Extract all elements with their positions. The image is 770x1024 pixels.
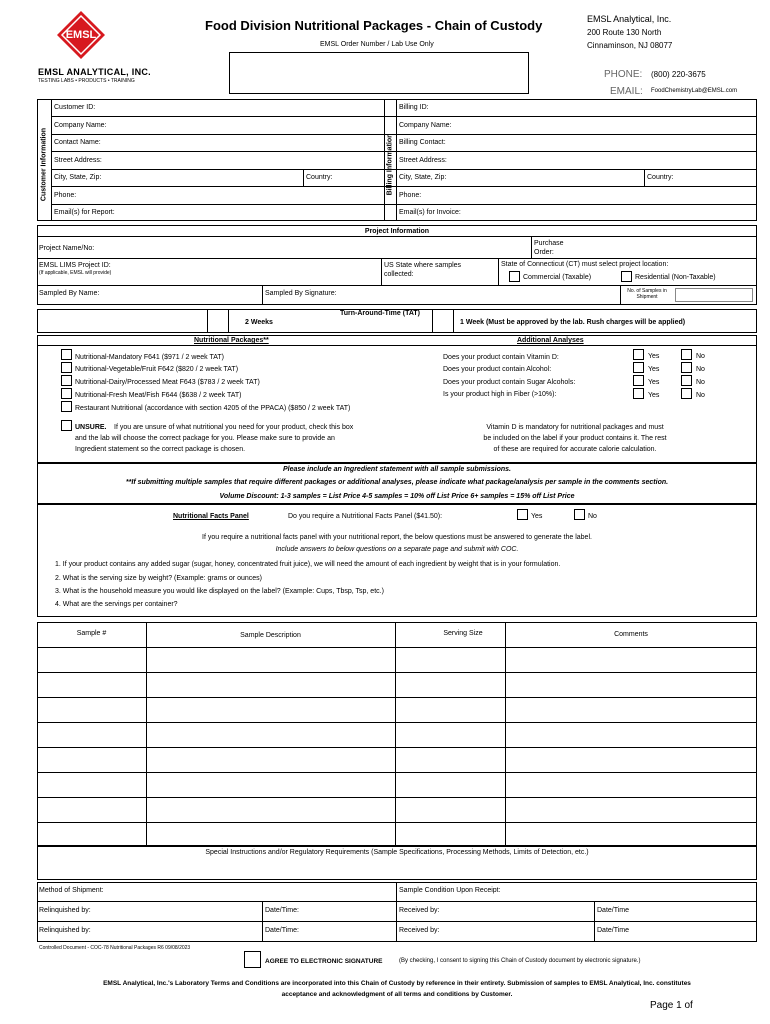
yes-label: Yes <box>648 392 660 399</box>
relinquished-datetime-2[interactable]: Date/Time: <box>265 927 299 934</box>
lab-address-1: 200 Route 130 North <box>587 28 662 37</box>
email-address: FoodChemistryLab@EMSL.com <box>651 88 738 94</box>
customer-contact-field[interactable]: Contact Name: <box>54 139 101 146</box>
customer-city-field[interactable]: City, State, Zip: <box>54 174 102 181</box>
received-datetime-2[interactable]: Date/Time <box>597 927 630 934</box>
residential-label: Residential (Non-Taxable) <box>635 274 716 281</box>
package-option-5: Restaurant Nutritional (accordance with section 4205 of the PPACA) ($850 / 2 week TAT) <box>75 405 351 412</box>
special-instructions-label: Special Instructions and/or Regulatory Requirements (Sample Specifications, Processing Methods, Limits of Detection, etc.) <box>205 849 589 856</box>
customer-email-field[interactable]: Email(s) for Report: <box>54 209 115 216</box>
facts-panel-intro-1: If you require a nutritional facts panel with your nutritional report, the below questions must be answered to generate the label. <box>202 534 592 541</box>
order-number-label: EMSL Order Number / Lab Use Only <box>320 41 434 48</box>
controlled-document-note: Controlled Document - COC-78 Nutritional Packages R6 09/08/2023 <box>39 945 191 951</box>
unsure-checkbox[interactable] <box>61 420 72 431</box>
no-label: No <box>696 379 705 386</box>
multiple-samples-notice: **If submitting multiple samples that require different packages or additional analyses, please indicate what package/analysis per sample in the comments section. <box>125 479 669 486</box>
phone-number: (800) 220-3675 <box>651 70 706 79</box>
customer-street-field[interactable]: Street Address: <box>54 157 102 164</box>
vitamin-d-no-checkbox[interactable] <box>681 349 692 360</box>
custody-section <box>37 882 757 942</box>
column-header-comments: Comments <box>614 631 648 638</box>
emsl-logo <box>56 10 106 60</box>
column-header-description: Sample Description <box>240 632 301 639</box>
unsure-label: UNSURE. <box>75 424 107 431</box>
facts-question-3: 3. What is the household measure you would like displayed on the label? (Example: Cups, Tbsp, Tsp, etc.) <box>55 588 384 595</box>
us-state-field[interactable]: US State where samples collected: <box>384 262 462 278</box>
tat-2week-box[interactable] <box>207 309 229 333</box>
tat-1week-label: 1 Week (Must be approved by the lab. Rush charges will be applied) <box>460 319 686 326</box>
fiber-no-checkbox[interactable] <box>681 388 692 399</box>
yes-label: Yes <box>648 353 660 360</box>
alcohol-no-checkbox[interactable] <box>681 362 692 373</box>
customer-billing-section <box>37 99 757 221</box>
sampled-by-signature-field[interactable]: Sampled By Signature: <box>265 290 337 297</box>
method-of-shipment-field[interactable]: Method of Shipment: <box>39 887 104 894</box>
unsure-line-1: If you are unsure of what nutritional you need for your product, check this box <box>114 424 354 431</box>
form-title: Food Division Nutritional Packages - Chain of Custody <box>205 18 543 33</box>
unsure-line-3: Ingredient statement so the correct package is chosen. <box>75 446 246 453</box>
customer-phone-field[interactable]: Phone: <box>54 192 77 199</box>
billing-city-field[interactable]: City, State, Zip: <box>399 174 447 181</box>
phone-label: PHONE: <box>604 69 643 80</box>
project-heading: Project Information <box>364 228 430 235</box>
sugar-alcohols-no-checkbox[interactable] <box>681 375 692 386</box>
additional-question-1: Does your product contain Vitamin D: <box>443 354 559 361</box>
electronic-signature-note: (By checking, I consent to signing this Chain of Custody document by electronic signature.) <box>399 958 641 964</box>
lab-address-2: Cinnaminson, NJ 08077 <box>587 41 673 50</box>
facts-panel-label: Nutritional Facts Panel <box>173 513 249 520</box>
package-checkbox-4[interactable] <box>61 388 72 399</box>
package-option-1: Nutritional-Mandatory F641 ($971 / 2 week TAT) <box>75 354 225 361</box>
commercial-checkbox[interactable] <box>509 271 520 282</box>
additional-question-2: Does your product contain Alcohol: <box>443 366 552 373</box>
billing-email-field[interactable]: Email(s) for Invoice: <box>399 209 461 216</box>
commercial-label: Commercial (Taxable) <box>523 274 592 281</box>
billing-phone-field[interactable]: Phone: <box>399 192 422 199</box>
no-label: No <box>696 366 705 373</box>
electronic-signature-label: AGREE TO ELECTRONIC SIGNATURE <box>265 958 383 965</box>
vitamin-note-line-1: Vitamin D is mandatory for nutritional packages and must <box>486 424 664 431</box>
no-samples-label: No. of Samples in Shipment <box>627 288 667 300</box>
facts-panel-no-label: No <box>588 513 597 520</box>
logo-tagline: TESTING LABS • PRODUCTS • TRAINING <box>38 78 135 84</box>
package-option-3: Nutritional-Dairy/Processed Meat F643 ($783 / 2 week TAT) <box>75 379 260 386</box>
tat-1week-box[interactable] <box>432 309 454 333</box>
package-option-2: Nutritional-Vegetable/Fruit F642 ($820 / 2 week TAT) <box>75 366 239 373</box>
column-header-sample-number: Sample # <box>76 630 107 637</box>
vitamin-note-line-3: of these are required for accurate calorie calculation. <box>493 446 657 453</box>
column-header-serving-size: Serving Size <box>443 630 483 637</box>
electronic-signature-checkbox[interactable] <box>244 951 261 968</box>
no-samples-box[interactable] <box>675 288 753 302</box>
facts-panel-intro-2: Include answers to below questions on a separate page and submit with COC. <box>275 546 519 553</box>
alcohol-yes-checkbox[interactable] <box>633 362 644 373</box>
order-number-box[interactable] <box>229 52 529 94</box>
unsure-line-2: and the lab will choose the correct package for you. Please make sure to provide an <box>75 435 335 442</box>
additional-question-4: Is your product high in Fiber (>10%): <box>443 391 557 398</box>
sampled-by-name-field[interactable]: Sampled By Name: <box>39 290 100 297</box>
sample-condition-field[interactable]: Sample Condition Upon Receipt: <box>399 887 501 894</box>
sample-table <box>37 622 757 846</box>
package-option-4: Nutritional-Fresh Meat/Fish F644 ($638 / 2 week TAT) <box>75 392 242 399</box>
facts-panel-no-checkbox[interactable] <box>574 509 585 520</box>
billing-contact-field[interactable]: Billing Contact: <box>399 139 446 146</box>
terms-line-2: acceptance and acknowledgment of all terms and conditions by Customer. <box>281 991 513 998</box>
facts-panel-question: Do you require a Nutritional Facts Panel ($41.50): <box>288 513 443 520</box>
facts-question-2: 2. What is the serving size by weight? (Example: grams or ounces) <box>55 575 262 582</box>
package-checkbox-3[interactable] <box>61 375 72 386</box>
customer-id-field[interactable]: Customer ID: <box>54 104 96 111</box>
volume-discount-notice: Volume Discount: 1-3 samples = List Price 4-5 samples = 10% off List Price 6+ samples = 15% off List Price <box>219 493 575 500</box>
package-checkbox-2[interactable] <box>61 362 72 373</box>
package-checkbox-5[interactable] <box>61 401 72 412</box>
facts-question-1: 1. If your product contains any added sugar (sugar, honey, concentrated fruit juice), we will need the amount of each ingredient by weight that is in your formulation. <box>55 561 561 568</box>
additional-question-3: Does your product contain Sugar Alcohols: <box>443 379 576 386</box>
logo-badge-text: EMSL <box>65 29 97 41</box>
project-name-field[interactable]: Project Name/No: <box>39 245 95 252</box>
customer-country-field[interactable]: Country: <box>306 174 333 181</box>
vitamin-note-line-2: be included on the label if your product contains it. The rest <box>483 435 667 442</box>
purchase-order-field[interactable]: Purchase Order: <box>534 240 564 256</box>
ingredient-notice: Please include an Ingredient statement with all sample submissions. <box>283 466 511 473</box>
customer-side-label: Customer Information <box>40 127 48 202</box>
logo-company: EMSL ANALYTICAL, INC. <box>38 67 151 77</box>
additional-heading: Additional Analyses <box>517 337 584 344</box>
fiber-yes-checkbox[interactable] <box>633 388 644 399</box>
sugar-alcohols-yes-checkbox[interactable] <box>633 375 644 386</box>
billing-id-field[interactable]: Billing ID: <box>399 104 429 111</box>
ct-location-label: State of Connecticut (CT) must select project location: <box>501 261 669 268</box>
billing-country-field[interactable]: Country: <box>647 174 674 181</box>
lims-note: (If applicable, EMSL will provide) <box>39 270 112 276</box>
billing-company-field[interactable]: Company Name: <box>399 122 452 129</box>
vitamin-d-yes-checkbox[interactable] <box>633 349 644 360</box>
lims-id-field[interactable]: EMSL LIMS Project ID: <box>39 262 111 269</box>
received-by-2[interactable]: Received by: <box>399 927 440 934</box>
billing-side-label: Billing Information <box>386 133 394 196</box>
lab-company: EMSL Analytical, Inc. <box>587 14 672 24</box>
received-by-1[interactable]: Received by: <box>399 907 440 914</box>
page-number: Page 1 of <box>650 1000 693 1011</box>
package-checkbox-1[interactable] <box>61 349 72 360</box>
customer-company-field[interactable]: Company Name: <box>54 122 107 129</box>
relinquished-datetime-1[interactable]: Date/Time: <box>265 907 299 914</box>
email-label: EMAIL: <box>610 86 643 97</box>
relinquished-by-1[interactable]: Relinquished by: <box>39 907 91 914</box>
terms-line-1: EMSL Analytical, Inc.'s Laboratory Terms and Conditions are incorporated into this Chain of Custody by reference in their entirety. Submission of samples to EMSL Analytical, Inc. constitutes <box>103 980 691 987</box>
relinquished-by-2[interactable]: Relinquished by: <box>39 927 91 934</box>
yes-label: Yes <box>648 379 660 386</box>
facts-question-4: 4. What are the servings per container? <box>55 601 178 608</box>
facts-panel-yes-checkbox[interactable] <box>517 509 528 520</box>
packages-heading: Nutritional Packages** <box>194 337 269 344</box>
residential-checkbox[interactable] <box>621 271 632 282</box>
yes-label: Yes <box>648 366 660 373</box>
tat-heading: Turn-Around-Time (TAT) <box>340 310 420 317</box>
tat-2week-label: 2 Weeks <box>245 319 273 326</box>
billing-street-field[interactable]: Street Address: <box>399 157 447 164</box>
facts-panel-yes-label: Yes <box>531 513 543 520</box>
received-datetime-1[interactable]: Date/Time <box>597 907 630 914</box>
no-label: No <box>696 353 705 360</box>
no-label: No <box>696 392 705 399</box>
